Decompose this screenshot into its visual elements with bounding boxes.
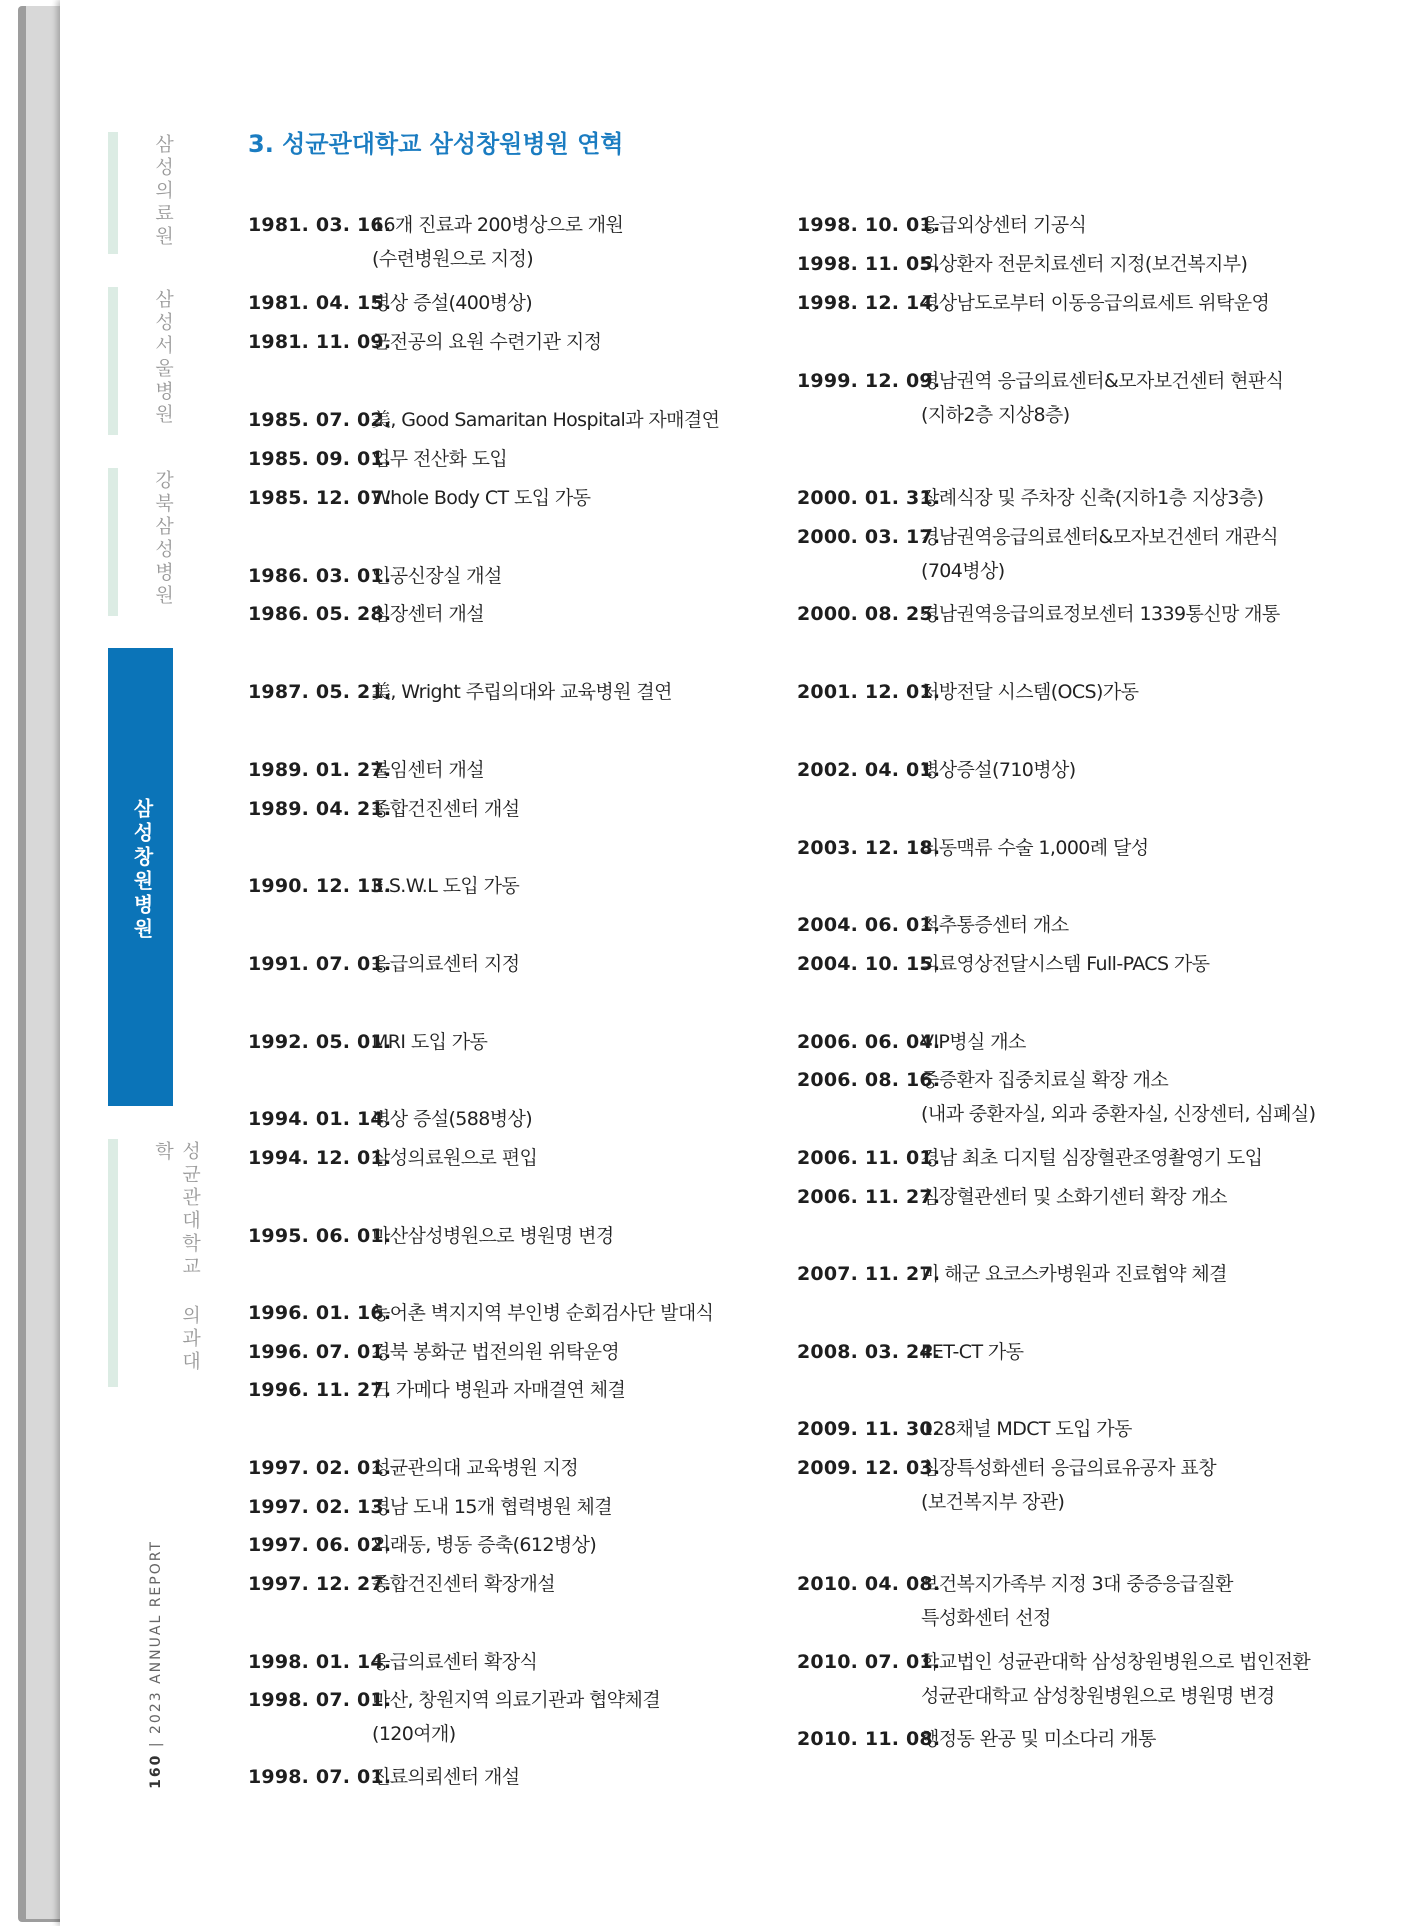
entry-description: 척추통증센터 개소 — [921, 914, 1069, 936]
entry-date: 1994. 12. 01. — [248, 1147, 392, 1169]
entry-description: 성균관의대 교육병원 지정 — [372, 1457, 579, 1479]
entry-description: 진료의뢰센터 개설 — [372, 1766, 520, 1788]
entry-date: 1996. 01. 16. — [248, 1302, 392, 1324]
entry-date: 2006. 06. 04. — [797, 1031, 941, 1053]
entry-date: 2006. 11. 01. — [797, 1147, 941, 1169]
entry-date: 1997. 06. 02. — [248, 1534, 392, 1556]
entry-description-continued: 특성화센터 선정 — [921, 1607, 1051, 1629]
entry-date: 2004. 06. 01. — [797, 914, 941, 936]
entry-date: 1998. 12. 14. — [797, 292, 941, 314]
entry-description: 심장특성화센터 응급의료유공자 표창 — [921, 1457, 1216, 1479]
entry-description: 경남 도내 15개 협력병원 체결 — [372, 1496, 613, 1518]
entry-date: 1996. 11. 27. — [248, 1379, 392, 1401]
entry-date: 1999. 12. 09. — [797, 370, 941, 392]
side-tab-samsung-medical-center[interactable] — [108, 132, 173, 254]
side-tab-label: 삼성의료원 — [152, 134, 174, 249]
side-tab-samsung-changwon-hospital[interactable] — [108, 648, 173, 1106]
side-tab-label: 성균관대학교 의과대학 — [152, 1141, 201, 1374]
entry-description: 농어촌 벽지지역 부인병 순회검사단 발대식 — [372, 1302, 714, 1324]
entry-description: Whole Body CT 도입 가동 — [372, 487, 591, 509]
entry-description: 日 가메다 병원과 자매결연 체결 — [372, 1379, 626, 1401]
side-tab-samsung-seoul-hospital[interactable] — [108, 287, 173, 435]
annual-report-label: 2023 ANNUAL REPORT — [148, 1540, 164, 1734]
entry-description: 병상 증설(400병상) — [372, 292, 533, 314]
entry-date: 2000. 03. 17. — [797, 526, 941, 548]
entry-description: 경남권역 응급의료센터&모자보건센터 현판식 — [921, 370, 1284, 392]
entry-date: 2002. 04. 01. — [797, 759, 941, 781]
entry-description: 경상남도로부터 이동응급의료세트 위탁운영 — [921, 292, 1270, 314]
entry-date: 2009. 12. 03. — [797, 1457, 941, 1479]
entry-date: 1985. 12. 07. — [248, 487, 392, 509]
entry-description: MRI 도입 가동 — [372, 1031, 488, 1053]
entry-date: 2000. 01. 31. — [797, 487, 941, 509]
entry-date: 1998. 11. 05. — [797, 253, 941, 275]
entry-date: 1996. 07. 01. — [248, 1341, 392, 1363]
entry-date: 2008. 03. 24. — [797, 1341, 941, 1363]
side-tab-kangbuk-samsung-hospital[interactable] — [108, 468, 173, 616]
entry-description: 경남 최초 디지털 심장혈관조영촬영기 도입 — [921, 1147, 1263, 1169]
entry-description: 병상증설(710병상) — [921, 759, 1076, 781]
entry-date: 1998. 10. 01. — [797, 214, 941, 236]
page-footer — [148, 1540, 164, 1789]
entry-description-continued: 성균관대학교 삼성창원병원으로 병원명 변경 — [921, 1685, 1275, 1707]
entry-date: 2006. 08. 16. — [797, 1069, 941, 1091]
entry-date: 1995. 06. 01. — [248, 1225, 392, 1247]
entry-description: 심장혈관센터 및 소화기센터 확장 개소 — [921, 1186, 1227, 1208]
entry-description: 종합건진센터 개설 — [372, 798, 520, 820]
section-title: 3. 성균관대학교 삼성창원병원 연혁 — [248, 130, 624, 158]
entry-description-continued: (보건복지부 장관) — [921, 1491, 1065, 1513]
entry-description: 응급외상센터 기공식 — [921, 214, 1087, 236]
entry-date: 1997. 12. 27. — [248, 1573, 392, 1595]
entry-description: 인공신장실 개설 — [372, 565, 502, 587]
entry-description: 응급의료센터 지정 — [372, 953, 520, 975]
entry-description-continued: (지하2층 지상8층) — [921, 404, 1070, 426]
entry-description: 종합건진센터 확장개설 — [372, 1573, 555, 1595]
entry-description: 美, Wright 주립의대와 교육병원 결연 — [372, 681, 672, 703]
entry-date: 2006. 11. 27. — [797, 1186, 941, 1208]
entry-date: 1997. 02. 01. — [248, 1457, 392, 1479]
entry-date: 1998. 07. 01. — [248, 1766, 392, 1788]
entry-description: 학교법인 성균관대학 삼성창원병원으로 법인전환 — [921, 1651, 1311, 1673]
entry-description: 의료영상전달시스템 Full-PACS 가동 — [921, 953, 1210, 975]
entry-description: 업무 전산화 도입 — [372, 448, 508, 470]
entry-date: 1981. 03. 16. — [248, 214, 392, 236]
entry-date: 1981. 11. 09. — [248, 331, 392, 353]
entry-date: 2010. 04. 08. — [797, 1573, 941, 1595]
entry-description: 美, Good Samaritan Hospital과 자매결연 — [372, 409, 720, 431]
entry-date: 2001. 12. 01. — [797, 681, 941, 703]
entry-date: 1991. 07. 01. — [248, 953, 392, 975]
entry-date: 1998. 01. 14. — [248, 1651, 392, 1673]
entry-date: 2009. 11. 30. — [797, 1418, 941, 1440]
entry-description: 불임센터 개설 — [372, 759, 484, 781]
entry-date: 1986. 03. 01. — [248, 565, 392, 587]
entry-description: PET-CT 가동 — [921, 1341, 1024, 1363]
entry-description: 장례식장 및 주차장 신축(지하1층 지상3층) — [921, 487, 1264, 509]
entry-description-continued: (704병상) — [921, 560, 1005, 582]
entry-description: 마산삼성병원으로 병원명 변경 — [372, 1225, 614, 1247]
entry-description: 128채널 MDCT 도입 가동 — [921, 1418, 1132, 1440]
entry-description: E.S.W.L 도입 가동 — [372, 875, 520, 897]
entry-description: 미 해군 요코스카병원과 진료협약 체결 — [921, 1263, 1227, 1285]
side-tab-bar — [108, 287, 118, 435]
entry-description: 외상환자 전문치료센터 지정(보건복지부) — [921, 253, 1248, 275]
entry-date: 1989. 04. 21. — [248, 798, 392, 820]
entry-description: 16개 진료과 200병상으로 개원 — [372, 214, 624, 236]
side-tab-skku-school-of-medicine[interactable] — [108, 1139, 201, 1387]
entry-description: VIP병실 개소 — [921, 1031, 1026, 1053]
entry-date: 2010. 07. 01. — [797, 1651, 941, 1673]
entry-date: 1998. 07. 01. — [248, 1689, 392, 1711]
side-tab-label: 강북삼성병원 — [152, 470, 174, 608]
entry-date: 1986. 05. 28. — [248, 603, 392, 625]
entry-date: 1985. 09. 01. — [248, 448, 392, 470]
entry-description: 행정동 완공 및 미소다리 개통 — [921, 1728, 1156, 1750]
entry-description-continued: (수련병원으로 지정) — [372, 248, 534, 270]
entry-description: 경남권역응급의료정보센터 1339통신망 개통 — [921, 603, 1280, 625]
side-tab-bar — [108, 468, 118, 616]
entry-description: 처방전달 시스템(OCS)가동 — [921, 681, 1139, 703]
entry-description-continued: (내과 중환자실, 외과 중환자실, 신장센터, 심폐실) — [921, 1103, 1316, 1125]
entry-date: 2003. 12. 18. — [797, 837, 941, 859]
entry-date: 2010. 11. 08. — [797, 1728, 941, 1750]
page-number: 160 — [148, 1753, 164, 1789]
entry-description: 마산, 창원지역 의료기관과 협약체결 — [372, 1689, 661, 1711]
entry-description: 군전공의 요원 수련기관 지정 — [372, 331, 602, 353]
side-tab-bar — [108, 1139, 118, 1387]
entry-description: 경북 봉화군 법전의원 위탁운영 — [372, 1341, 620, 1363]
entry-date: 2007. 11. 27. — [797, 1263, 941, 1285]
entry-description: 삼성의료원으로 편입 — [372, 1147, 538, 1169]
entry-date: 1985. 07. 02. — [248, 409, 392, 431]
entry-date: 1994. 01. 14. — [248, 1108, 392, 1130]
entry-description-continued: (120여개) — [372, 1723, 456, 1745]
entry-date: 2000. 08. 25. — [797, 603, 941, 625]
entry-description: 심장센터 개설 — [372, 603, 484, 625]
entry-description: 보건복지가족부 지정 3대 중증응급질환 — [921, 1573, 1233, 1595]
entry-date: 1989. 01. 27. — [248, 759, 392, 781]
entry-date: 1981. 04. 15. — [248, 292, 392, 314]
entry-date: 2004. 10. 15. — [797, 953, 941, 975]
entry-date: 1987. 05. 21. — [248, 681, 392, 703]
entry-date: 1997. 02. 13. — [248, 1496, 392, 1518]
side-tab-label: 삼성창원병원 — [130, 798, 154, 942]
side-tab-bar — [108, 132, 118, 254]
entry-description: 응급의료센터 확장식 — [372, 1651, 538, 1673]
entry-description: 중증환자 집중치료실 확장 개소 — [921, 1069, 1169, 1091]
entry-description: 뇌동맥류 수술 1,000례 달성 — [921, 837, 1149, 859]
entry-description: 병상 증설(588병상) — [372, 1108, 533, 1130]
entry-date: 1992. 05. 01. — [248, 1031, 392, 1053]
side-tab-label: 삼성서울병원 — [152, 289, 174, 427]
entry-date: 1990. 12. 13. — [248, 875, 392, 897]
entry-description: 외래동, 병동 증축(612병상) — [372, 1534, 597, 1556]
footer-separator: | — [148, 1740, 164, 1748]
entry-description: 경남권역응급의료센터&모자보건센터 개관식 — [921, 526, 1278, 548]
